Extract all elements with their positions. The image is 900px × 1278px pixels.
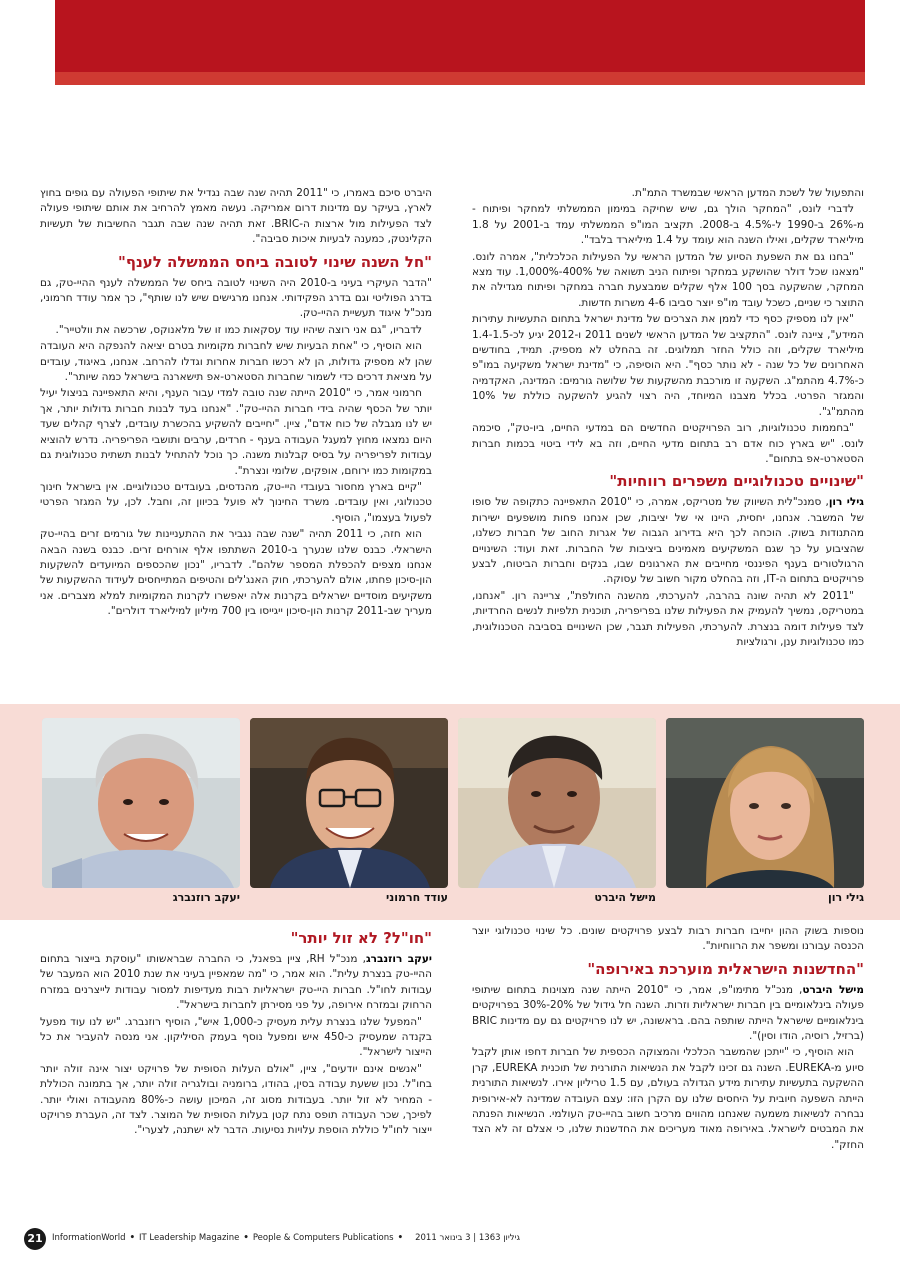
article-column-left-bottom — [40, 924, 432, 1214]
publication-name: IT Leadership Magazine — [139, 1233, 240, 1243]
issue-info: גיליון 1363 | 3 בינואר 2011 — [415, 1233, 520, 1243]
lead-text: , סמנכ"לית השיווק של מטריקס, אמרה, כי "2010 התאפיינה כתקופה של סופו של המשבר. אנחנו, יחסית, היינו אי של יציבות, שכן אנחנו פחות מושפעים ישירות מהתנודות בשוק. הוכחה לכך היא בדירוג הגבוה של אגרות החוב של חברות כשלנו, שהציבוע על כך שגם המשקיעים מאמינים ביציבות של החברות. זאת ועוד: השינויים הרגולטורים בענף הפיננסי מחייבים את הארגונים שבו, בנקים וחברות הביטוח, לבצע פרויקטים בתחום ה-IT, וזה בהחלט מקור חשוב של עסוקה. — [472, 496, 864, 586]
paragraph: "קיים בארץ מחסור בעובדי היי-טק, מהנדסים, בעובדים טכנולוגיים. אין בישראל חינוך טכנולוגי, ואין עובדים. משרד החינוך לא פועל בכיוון זה, וחבל. לכן, על המגזר הפרטי לפעול בעצמו", הוסיף. — [40, 480, 432, 524]
paragraph: לדברי לונס, "המחקר הולך גם, שיש שחיקה במימון הממשלתי למחקר ופיתוח - מ-26% ב-1990 ל-4.5% ב-2008. תקציב המו"פ הממשלתי עמד ב-2001 על 1.8 מיליארד שקלים, ואילו השנה הוא עומד על 1.4 מיליארד בלבד". — [472, 203, 864, 247]
publication-name: People & Computers Publications — [252, 1233, 394, 1243]
paragraph: "הדבר העיקרי בעיני ב-2010 היה השינוי לטובה ביחס של הממשלה לענף ההיי-טק, גם בדרג הפוליטי וגם בדרג הפקידותי. אנחנו מרגישים שיש לנו שותף", כך אמר עודד חרמוני, מנכ"ל איגוד תעשיית ההיי-טק. — [40, 276, 432, 320]
paragraph: "המפעל שלנו בנצרת עלית מעסיק כ-1,000 איש", הוסיף רוזנברג. "יש לנו עוד מפעל בקנדה שמעסיק כ-450 איש ומפעל נוסף בעמק הסיליקון. אני מנסה להעביר את כל הייצור לישראל". — [40, 1015, 432, 1059]
paragraph: "בחנו גם את השפעת הסיוע של המדען הראשי על הפעילות הכלכלית", אמרה לונס. "מצאנו שכל דולר שהושקע במחקר ופיתוח הניב תשואה של 400%-1,000%. עוד מצא המחקר, שהשקעה בסך 100 אלף שקלים שמבצעת חברה במחקר ופיתוח מגדילה את התוצר כי שניים, כשכל עובד מו"פ יוצר סביבו 4-6 משרות חדשות. — [472, 250, 864, 309]
speaker-name: גילי רון — [828, 496, 864, 509]
lead-paragraph — [40, 952, 432, 1014]
bullet-separator-icon: • — [397, 1233, 404, 1243]
publication-list — [52, 1233, 407, 1243]
paragraph: נוספות בשוק ההון יחייבו חברות רבות לבצע פרויקטים שונים. כל שינוי טכנולוגי יוצר הכנסה עבורנו ומשפר את הרווחיות". — [472, 925, 864, 953]
paragraph: והתפעול של לשכת המדען הראשי שבמשרד התמ"ת. — [631, 187, 864, 199]
photo-caption: עודד חרמוני — [385, 891, 448, 904]
section-heading: "שינויים טכנולוגיים משפרים רווחיות" — [609, 472, 864, 491]
paragraph: "2011 לא תהיה שונה בהרבה, להערכתי, מהשנה החולפת", צריינה רון. "אנחנו, במטריקס, נמשיך להעמיק את הפעילות שלנו בפריפריה, תוכנית תלפיות לנשים החרדיות, לצד פעילות דומה בנצרת. להערכתי, הפעילות תגבר, שכן השינויים בסביבה הטכנולוגית, כמו טכנולוגיות ענן, ורגולציות — [472, 589, 864, 648]
lead-paragraph — [472, 495, 864, 587]
speaker-name: מישל היברט — [802, 983, 864, 996]
photo-caption: גילי רון — [827, 891, 864, 904]
paragraph: הוא חזה, כי 2011 תהיה "שנה שבה נגביר את ההתעניינות של גורמים זרים בהיי-טק הישראלי. כבנס שלנו שנערך ב-2010 השתתפו אלף אורחים זרים. כבנס בשנה הבאה אנחנו מצפים להכפלת המספר שלהם". לדבריו, "נכון שהכספים המיועדים להשקעות הון-סיכון פחתו, אולם להערכתי, חוק האנג'לים והטיפים המתייחסים לעידוד ההשקעות של משקיעים מוסדיים ישראלים בקרנות אלה יאפשרו לקרנות המקומיות למלא מצברים. אני מעריך שב-2011 קרנות הון-סיכון ייגייסו בין 700 מיליון למיליארד דולרים". — [40, 528, 432, 618]
section-heading: "חו"ל? לא זול יותר" — [290, 929, 432, 947]
paragraph: "אין לנו מספיק כסף כדי לממן את הצרכים של מדינת ישראל בתחום התעשיות עתירות המידע", ציינה לונס. "התקציב של המדען הראשי לשנים 2011 ו-2012 יגיע לכ-1.4-1.5 מיליארד שקלים, וזה כולל החזר תמלוגים. זה בהחלט לא מספיק. תמיד, בחודשים האחרונים של כל שנה - לא נותר כסף". היא הוסיפה, כי "מדינת ישראל משקיעה במו"פ כ-4.7% מהתמ"ג. השקעה זו מורכבת מהשקעות של שלושה גורמים: המדינה, האקדמיה והמגזר הפרטי. בכלל מצבנו המיוחד, היה רצוי להגיע להשקעה כוללת של 10% מהתמ"ג". — [472, 313, 864, 418]
paragraph: היברט סיכם באמרו, כי "2011 תהיה שנה שבה נגדיל את שיתופי הפעולה עם גופים בחוץ לארץ, בעיקר עם מדינות דרום אמריקה. נעשה מאמץ להרחיב את אותם שיתופי פעולה לצד הפעילות מול ארצות ה-BRIC. זאת תהיה שנה שבה תגבר החשיבות של תעשיות הקלינטק, כמענה לבעיות איכות סביבה". — [40, 187, 432, 246]
man-grey-hair-portrait — [42, 718, 240, 888]
woman-portrait — [666, 718, 864, 888]
header-rule — [55, 72, 865, 85]
photo-caption: יעקב רוזנברג — [172, 891, 240, 904]
bullet-separator-icon: • — [129, 1233, 135, 1243]
man-portrait — [458, 718, 656, 888]
man-glasses-portrait — [250, 718, 448, 888]
page-footer — [24, 1226, 876, 1256]
publication-name: InformationWorld — [52, 1233, 126, 1243]
photo-caption: מישל היברט — [594, 891, 656, 904]
header-color-band — [55, 0, 865, 72]
article-column-left-top — [40, 186, 432, 694]
paragraph: "אנשים אינם יודעים", ציין, "אולם העלות הסופית של פרויקט יצור אינה זולה יותר בחו"ל. נכון ששעת עבודה בסין, בהודו, ברומניה ובולגריה זולה יותר, אך בתמונה הכוללת - המחיר לא זול יותר. בעבודות מסוג זה, המיכון עושה כ-80% מהעבודה ואולי יותר. לפיכך, שכר העבודה תופס נתח קטן בעלות הסופית של המוצר. לצד זה, העברת פרויקט ייצור לחו"ל כוללת הוספת עלויות נסיעות. הדבר לא ישתנה, לצערי". — [40, 1062, 432, 1137]
lead-paragraph — [472, 983, 864, 1045]
page-number: 21 — [24, 1228, 46, 1250]
paragraph: הוא הוסיף, כי "ייתכן שהמשבר הכלכלי והמצוקה הכספית של חברות דחפו אותן לקבל סיוע מ-EUREKA. השנה גם זכינו לקבל את הנשיאות התורנית של תוכנית EUREKA, קרן ההשקעה בתעשיות עתירות מידע הגדולה בעולם, עם 1.5 טריליון אירו. לנשיאות התורנית הייתה השפעה חיובית על היחסים שלנו עם הקרן הזו: עצם העובדה שמדינה לא-אירופית נבחרה לנשיאות משמעה שאנחנו מהווים מרכיב חשוב בהיי-טק העולמי. הנשיאות הפנתה את המבטים לישראל. באירופה מאוד מעריכים את החדשנות שלנו, כי אצלם זה לא הצד החזק". — [472, 1046, 864, 1151]
paragraph: לדבריו, "גם אני רוצה שיהיו עוד עסקאות כמו זו של מלאנוקס, שרכשה את וולטייר". — [55, 323, 422, 336]
paragraph: חרמוני אמר, כי "2010 הייתה שנה טובה למדי עבור הענף, והיא התאפיינה בניצול יעיל יותר של הכסף שהיה בידי חברות ההיי-טק". "אנחנו בעד לבנות חברות גדולות יותר, אך יש לנו מגבלה של כוח אדם", ציין. "יחייבים להשקיע בהכשרת עובדים, לצרף קהלים שעד היום נמצאו מחוץ למעגל העבודה בענף - חרדים, ערבים ותושבי הפריפריה. נדרש להוציא עבודות לפריפריה על בסיס קבלנות משנה. כך נוכל להתחיל לבנות תשתית טכנולוגית גם במקומות כמו ירוחם, אופקים, שלומי ונצרת". — [40, 387, 432, 477]
article-column-right-top — [472, 186, 864, 694]
bullet-separator-icon: • — [243, 1233, 249, 1243]
paragraph: "בחממות טכנולוגיות, רוב הפרויקטים החדשים הם במדעי החיים, ביו-טק", סיכמה לונס. "יש בארץ כוח אדם רב בתחום מדעי החיים, וזה בא לידי ביטוי בכמות חברות הסטארט-אפ בתחום". — [472, 422, 864, 465]
lead-text: , מנכ"ל מתימו"פ, אמר, כי "2010 הייתה שנה מצוינות בתחום שיתופי פעולה בינלאומיים בין חברות ישראליות וזרות. השנה חל גידול של 20%-30% בפרויקטים בינלאומיים שישראל הייתה שותפה בהם. בראשונה, יש לנו פרויקטים גם עם מדינות BRIC (ברזיל, רוסיה, הודו וסין)". — [472, 983, 864, 1043]
article-column-right-bottom — [472, 924, 864, 1214]
lead-text: , מנכ"ל RH, ציין בפאנל, כי החברה שבראשותו "עוסקת בייצור בתחום ההיי-טק בנצרת עלית". הוא אמר, כי "מה שמאפיין בעיני את שנת 2010 הוא המעבר של עבודות לחו"ל. חברות היי-טק ישראליות רבות מעדיפות למסור עבודות לייצרנים במזרח הרחוק ובמזרח אירופה, על פני מסירתן לחברות בישראל". — [40, 953, 432, 1012]
section-heading: "החדשנות הישראלית מוערכת באירופה" — [587, 959, 864, 978]
section-heading: "חל השנה שינוי לטובה ביחס הממשלה לענף" — [118, 252, 432, 271]
speaker-name: יעקב רוזנברג — [365, 953, 432, 965]
paragraph: הוא הוסיף, כי "אחת הבעיות שיש לחברות מקומיות בטרם יציאה להנפקה היא העובדה שהן לא מספיק גדולות, הן לא רכשו חברות אחרות וגדלו להרחב. אנחנו, באיגוד, עובדים על מציאת דרכים כדי לשמור שחברות הסטארט-אפ תישארנה בישראל כמה שיותר". — [40, 340, 432, 384]
